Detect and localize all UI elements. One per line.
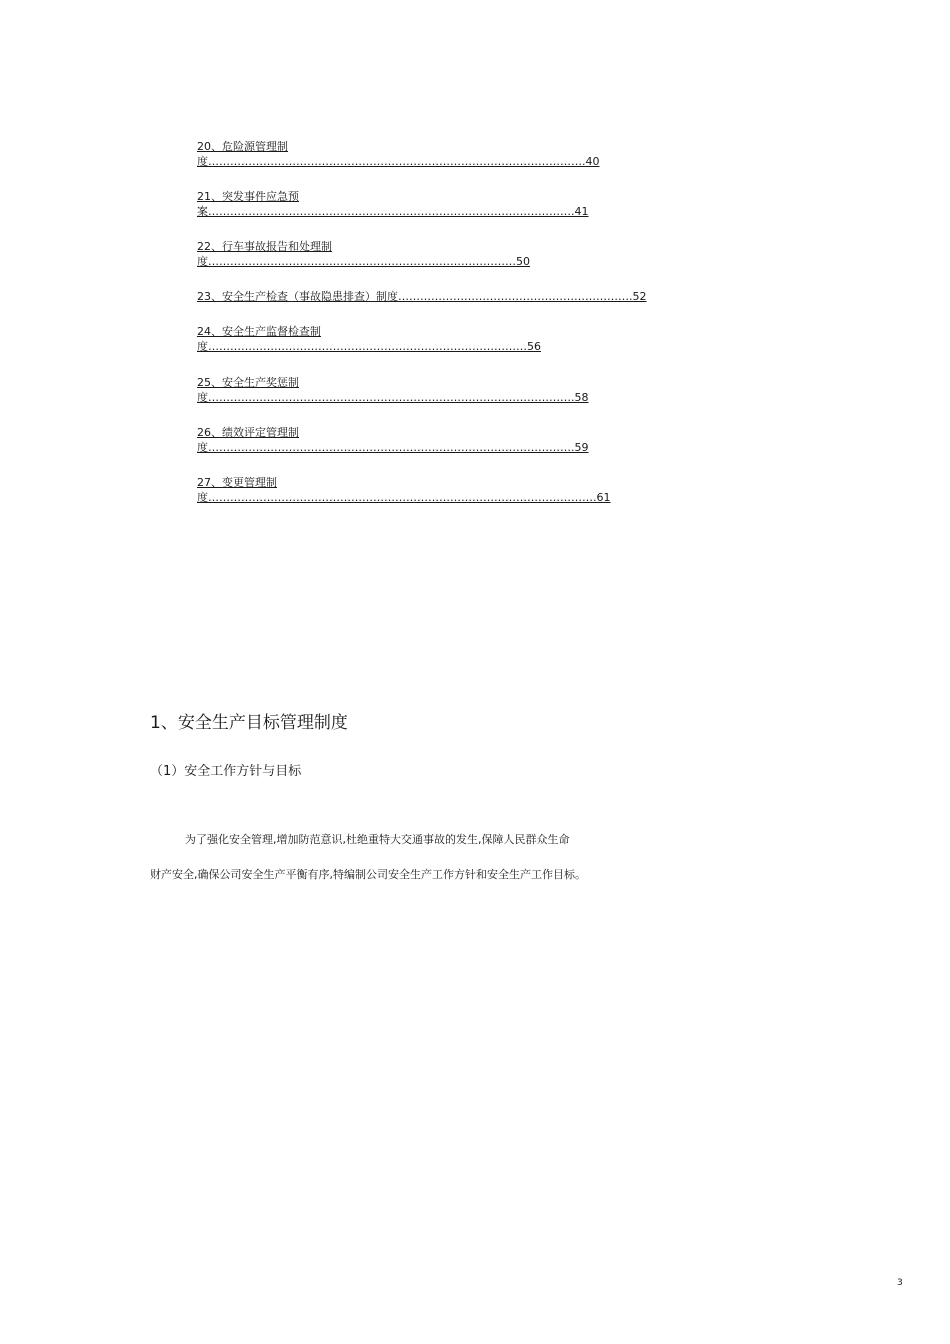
toc-leader-page: 度……………………………………………………………………………56 [197, 340, 541, 353]
toc-entry-24[interactable] [197, 324, 541, 354]
toc-entry-27[interactable] [197, 475, 611, 505]
toc-title: 20、危险源管理制 [197, 140, 288, 153]
section-heading: 1、安全生产目标管理制度 [150, 713, 348, 733]
toc-leader-page: 度……………………………………………………………………………………….58 [197, 391, 589, 404]
toc-title: 27、变更管理制 [197, 476, 277, 489]
toc-title: 24、安全生产监督检查制 [197, 325, 321, 338]
section-subheading: （1）安全工作方针与目标 [150, 764, 302, 779]
toc-title: 22、行车事故报告和处理制 [197, 240, 332, 253]
toc-leader-page: 度…………………………………………………………………………50 [197, 255, 530, 268]
toc-entry-20[interactable] [197, 139, 600, 169]
toc-title: 26、绩效评定管理制 [197, 426, 299, 439]
toc-title: 25、安全生产奖惩制 [197, 376, 299, 389]
toc-leader-page: 案……………………………………………………………………………………….41 [197, 205, 589, 218]
paragraph-line-1: 为了强化安全管理,增加防范意识,杜绝重特大交通事故的发生,保障人民群众生命 [185, 833, 570, 846]
toc-leader-page: 度………………………………………………………………………………………….40 [197, 155, 600, 168]
page-number: 3 [897, 1278, 903, 1288]
toc-entry-23[interactable] [197, 289, 647, 304]
toc-entry-26[interactable] [197, 425, 589, 455]
toc-title: 23、安全生产检查（事故隐患排查）制度……………………………………………………….52 [197, 290, 647, 303]
toc-leader-page: 度…………………………………………………………………………………………….61 [197, 491, 611, 504]
toc-title: 21、突发事件应急预 [197, 190, 299, 203]
toc-entry-25[interactable] [197, 375, 589, 405]
toc-entry-22[interactable] [197, 239, 530, 269]
paragraph-line-2: 财产安全,确保公司安全生产平衡有序,特编制公司安全生产工作方针和安全生产工作目标。 [150, 868, 586, 881]
toc-leader-page: 度……………………………………………………………………………………….59 [197, 441, 589, 454]
toc-entry-21[interactable] [197, 189, 589, 219]
